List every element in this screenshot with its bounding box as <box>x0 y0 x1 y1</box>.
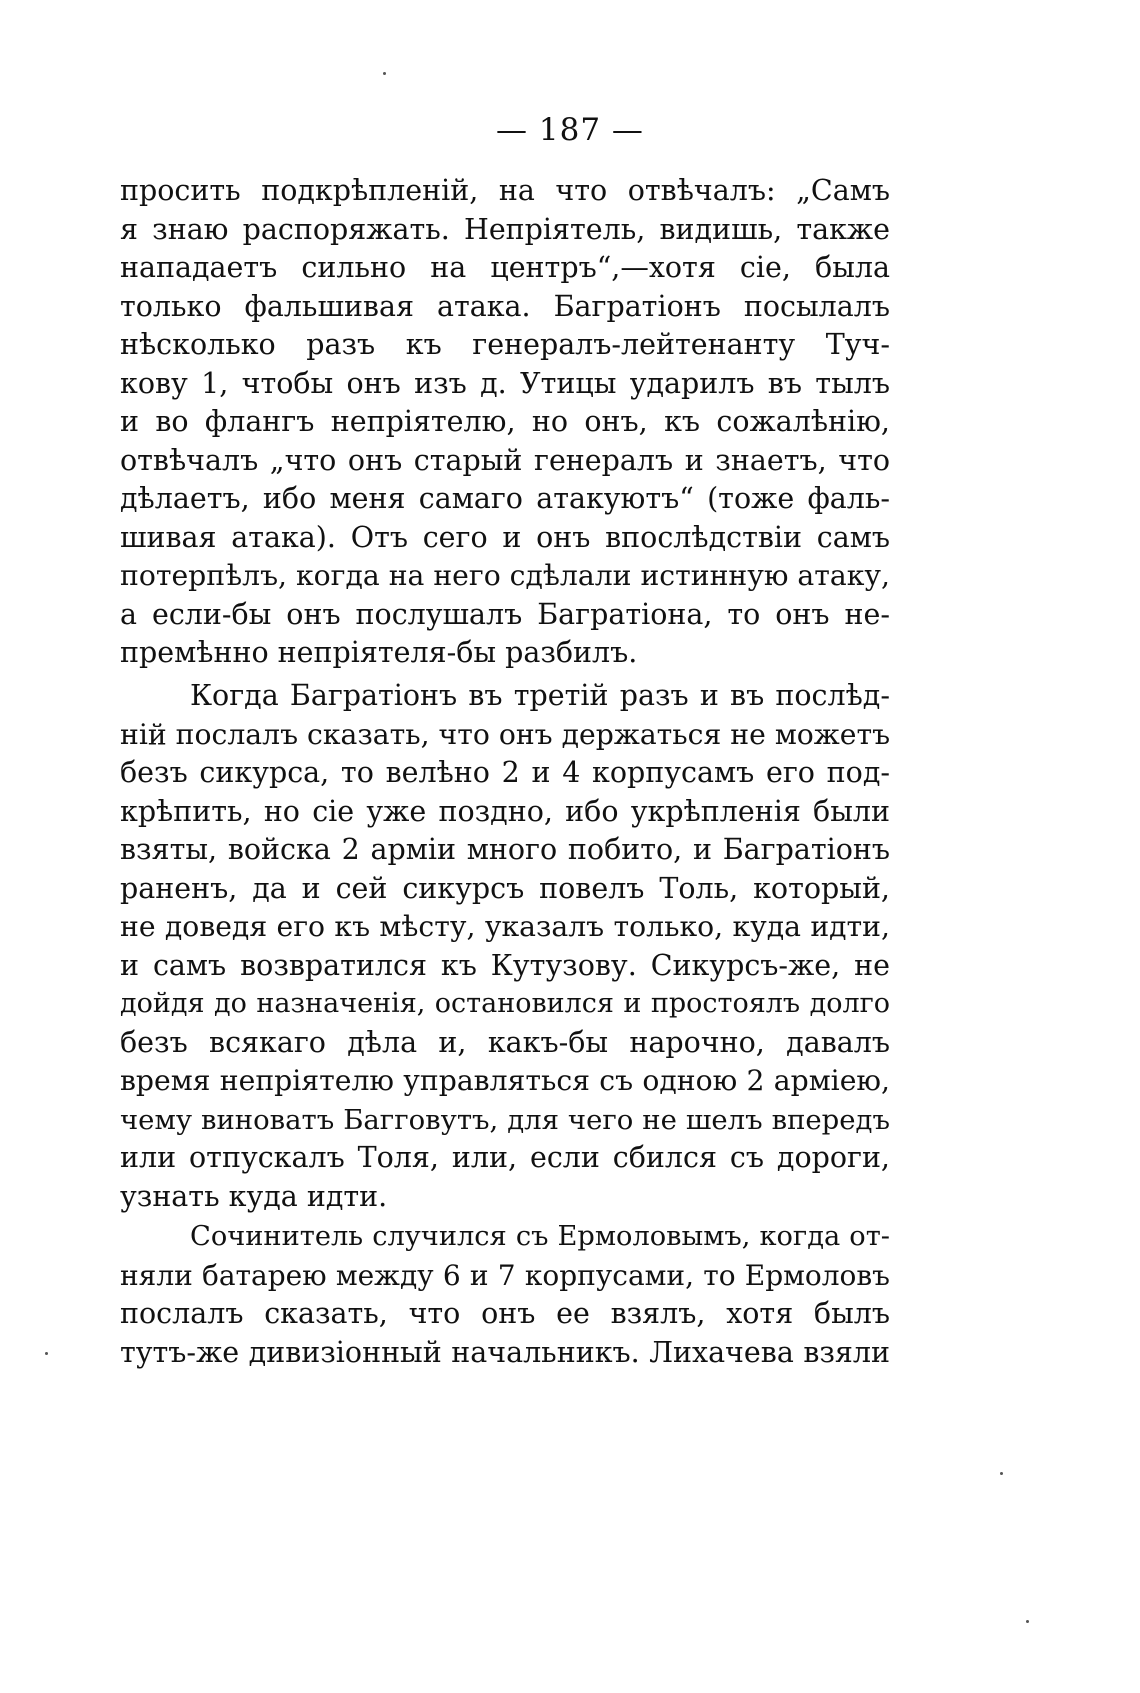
text-line: Когда Багратіонъ въ третій разъ и въ послѣд- <box>190 679 890 712</box>
scan-speck <box>1026 1620 1029 1623</box>
text-line: я знаю распоряжать. Непріятель, видишь, также <box>120 212 890 246</box>
text-line: взяты, войска 2 арміи много побито, и Багратіонъ <box>120 833 890 866</box>
scan-speck <box>383 72 386 75</box>
text-line: крѣпить, но сіе уже поздно, ибо укрѣпленія были <box>120 794 890 828</box>
text-line: и во флангъ непріятелю, но онъ, къ сожалѣнію, <box>120 405 890 438</box>
text-line: премѣнно непріятеля-бы разбилъ. <box>120 636 638 669</box>
text-line: только фальшивая атака. Багратіонъ посылалъ <box>120 289 890 323</box>
text-line: ній послалъ сказать, что онъ держаться не можетъ <box>120 717 891 751</box>
text-line: чему виноватъ Багговутъ, для чего не шелъ впередъ <box>120 1103 890 1136</box>
text-line: дойдя до назначенія, остановился и простоялъ долго <box>120 988 890 1019</box>
text-line: послалъ сказать, что онъ ее взялъ, хотя былъ <box>120 1297 890 1330</box>
text-line: шивая атака). Отъ сего и онъ впослѣдствіи самъ <box>120 520 890 554</box>
text-line: безъ всякаго дѣла и, какъ-бы нарочно, давалъ <box>120 1025 890 1059</box>
text-line: а если-бы онъ послушалъ Багратіона, то онъ не- <box>120 597 890 631</box>
text-line: раненъ, да и сей сикурсъ повелъ Толь, который, <box>120 871 890 905</box>
paragraph-1 <box>120 172 890 673</box>
scan-speck <box>1000 1472 1003 1475</box>
text-line: или отпускалъ Толя, или, если сбился съ дороги, <box>120 1141 890 1174</box>
text-line: тутъ-же дивизіонный начальникъ. Лихачева взяли <box>120 1335 890 1369</box>
text-line: узнать куда идти. <box>120 1179 388 1213</box>
text-line: и самъ возвратился къ Кутузову. Сикурсъ-же, не <box>120 948 890 982</box>
text-line: просить подкрѣпленій, на что отвѣчалъ: „Самъ <box>120 174 890 207</box>
text-line: не доведя его къ мѣсту, указалъ только, куда идти, <box>120 910 890 943</box>
text-line: отвѣчалъ „что онъ старый генералъ и знаетъ, что <box>120 443 890 477</box>
text-line: нѣсколько разъ къ генералъ-лейтенанту Туч- <box>120 328 890 361</box>
page-number: — 187 — <box>496 112 644 148</box>
paragraph-3 <box>120 1218 890 1372</box>
text-line: нападаетъ сильно на центръ“,—хотя сіе, была <box>120 251 890 284</box>
scan-speck <box>45 1352 48 1355</box>
text-line: няли батарею между 6 и 7 корпусами, то Ермоловъ <box>120 1258 890 1292</box>
text-line: потерпѣлъ, когда на него сдѣлали истинную атаку, <box>120 559 891 592</box>
text-line: кову 1, чтобы онъ изъ д. Утицы ударилъ въ тылъ <box>120 366 890 400</box>
text-line: дѣлаетъ, ибо меня самаго атакуютъ“ (тоже фаль- <box>120 482 890 515</box>
text-line: время непріятелю управляться съ одною 2 арміею, <box>120 1064 890 1097</box>
text-line: безъ сикурса, то велѣно 2 и 4 корпусамъ его под- <box>120 756 890 789</box>
text-line: Сочинитель случился съ Ермоловымъ, когда от- <box>190 1221 890 1252</box>
paragraph-2 <box>120 677 890 1216</box>
